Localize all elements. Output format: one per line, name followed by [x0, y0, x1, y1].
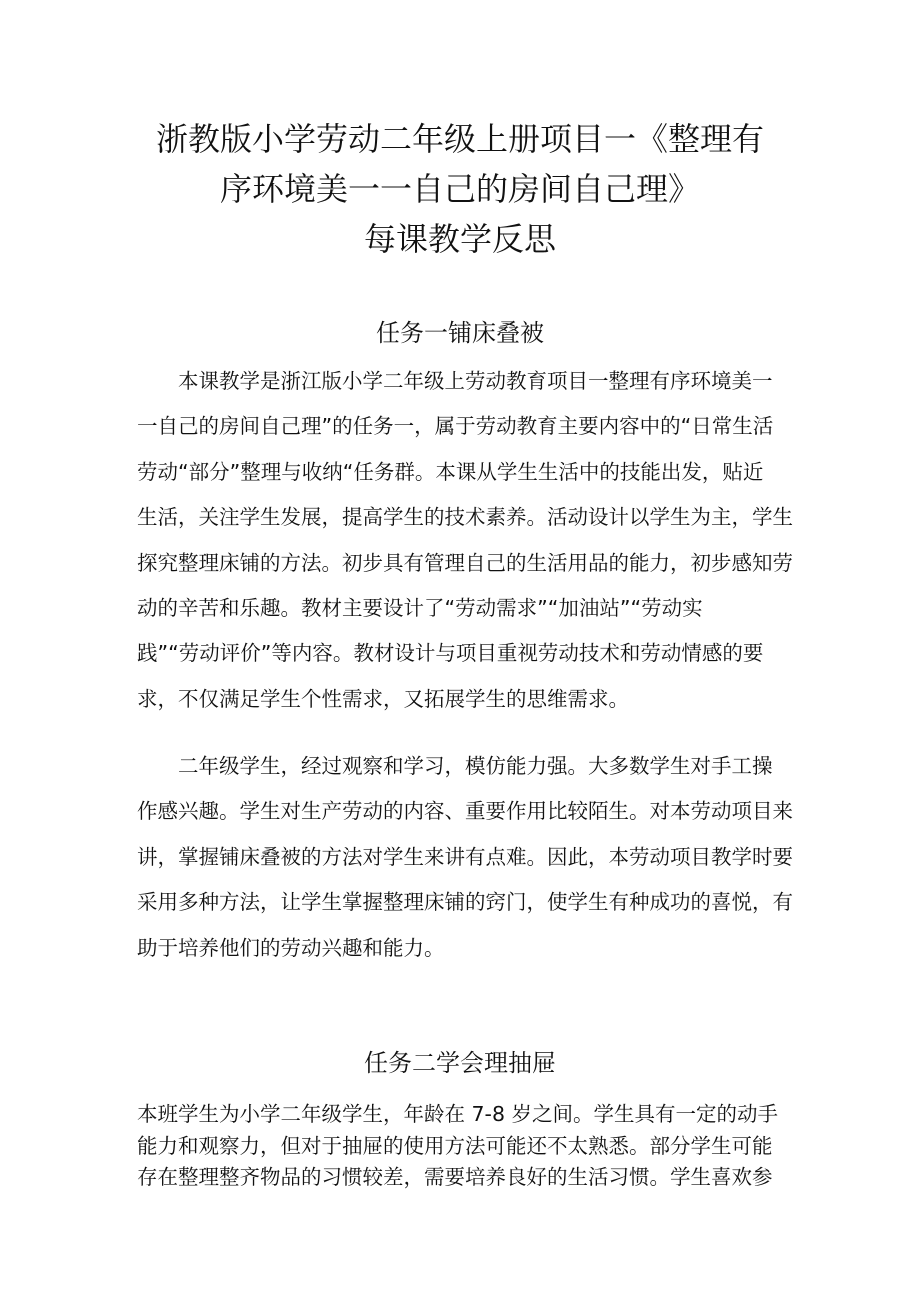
section-one-paragraph-1: [137, 359, 793, 722]
section-heading-task-two: 任务二学会理抽屉: [364, 1049, 556, 1077]
paragraph-line: 讲，掌握铺床叠被的方法对学生来讲有点难。因此，本劳动项目教学时要: [137, 844, 793, 869]
section-two-paragraph: [137, 1099, 787, 1194]
paragraph-line: 作感兴趣。学生对生产劳动的内容、重要作用比较陌生。对本劳动项目来: [137, 799, 793, 824]
paragraph-line: 生活，关注学生发展，提高学生的技术素养。活动设计以学生为主，学生: [137, 505, 793, 530]
title-line: 每课教学反思: [363, 220, 556, 258]
paragraph-line: 二年级学生，经过观察和学习，模仿能力强。大多数学生对手工操: [178, 754, 773, 778]
paragraph-line: 探究整理床铺的方法。初步具有管理自己的生活用品的能力，初步感知劳: [137, 550, 793, 575]
paragraph-line: 助于培养他们的劳动兴趣和能力。: [137, 935, 445, 960]
section-heading-task-one: 任务一铺床叠被: [376, 319, 544, 347]
paragraph-line: 动的辛苦和乐趣。教材主要设计了“劳动需求”“加油站”“劳动实: [137, 595, 703, 620]
paragraph-line: 一自己的房间自己理”的任务一，属于劳动教育主要内容中的“日常生活: [137, 414, 774, 439]
title-line: 浙教版小学劳动二年级上册项目一《整理有: [155, 120, 764, 158]
paragraph-line: 劳动“部分”整理与收纳“任务群。本课从学生生活中的技能出发，贴近: [137, 459, 764, 484]
paragraph-line: 践”“劳动评价”等内容。教材设计与项目重视劳动技术和劳动情感的要: [137, 641, 764, 666]
paragraph-line: 采用多种方法，让学生掌握整理床铺的窍门，使学生有种成功的喜悦，有: [137, 890, 793, 915]
paragraph-line: 能力和观察力，但对于抽屉的使用方法可能还不太熟悉。部分学生可能: [137, 1133, 773, 1158]
paragraph-line: 求，不仅满足学生个性需求，又拓展学生的思维需求。: [137, 686, 629, 711]
title-line: 序环境美一一自己的房间自己理》: [219, 170, 700, 208]
section-one-paragraph-2: [137, 744, 793, 971]
paragraph-line: 本班学生为小学二年级学生，年龄在 7-8 岁之间。学生具有一定的动手: [137, 1102, 779, 1126]
paragraph-line: 本课教学是浙江版小学二年级上劳动教育项目一整理有序环境美一: [178, 369, 773, 393]
document-title: [120, 114, 800, 264]
paragraph-line: 存在整理整齐物品的习惯较差，需要培养良好的生活习惯。学生喜欢参: [137, 1165, 773, 1189]
